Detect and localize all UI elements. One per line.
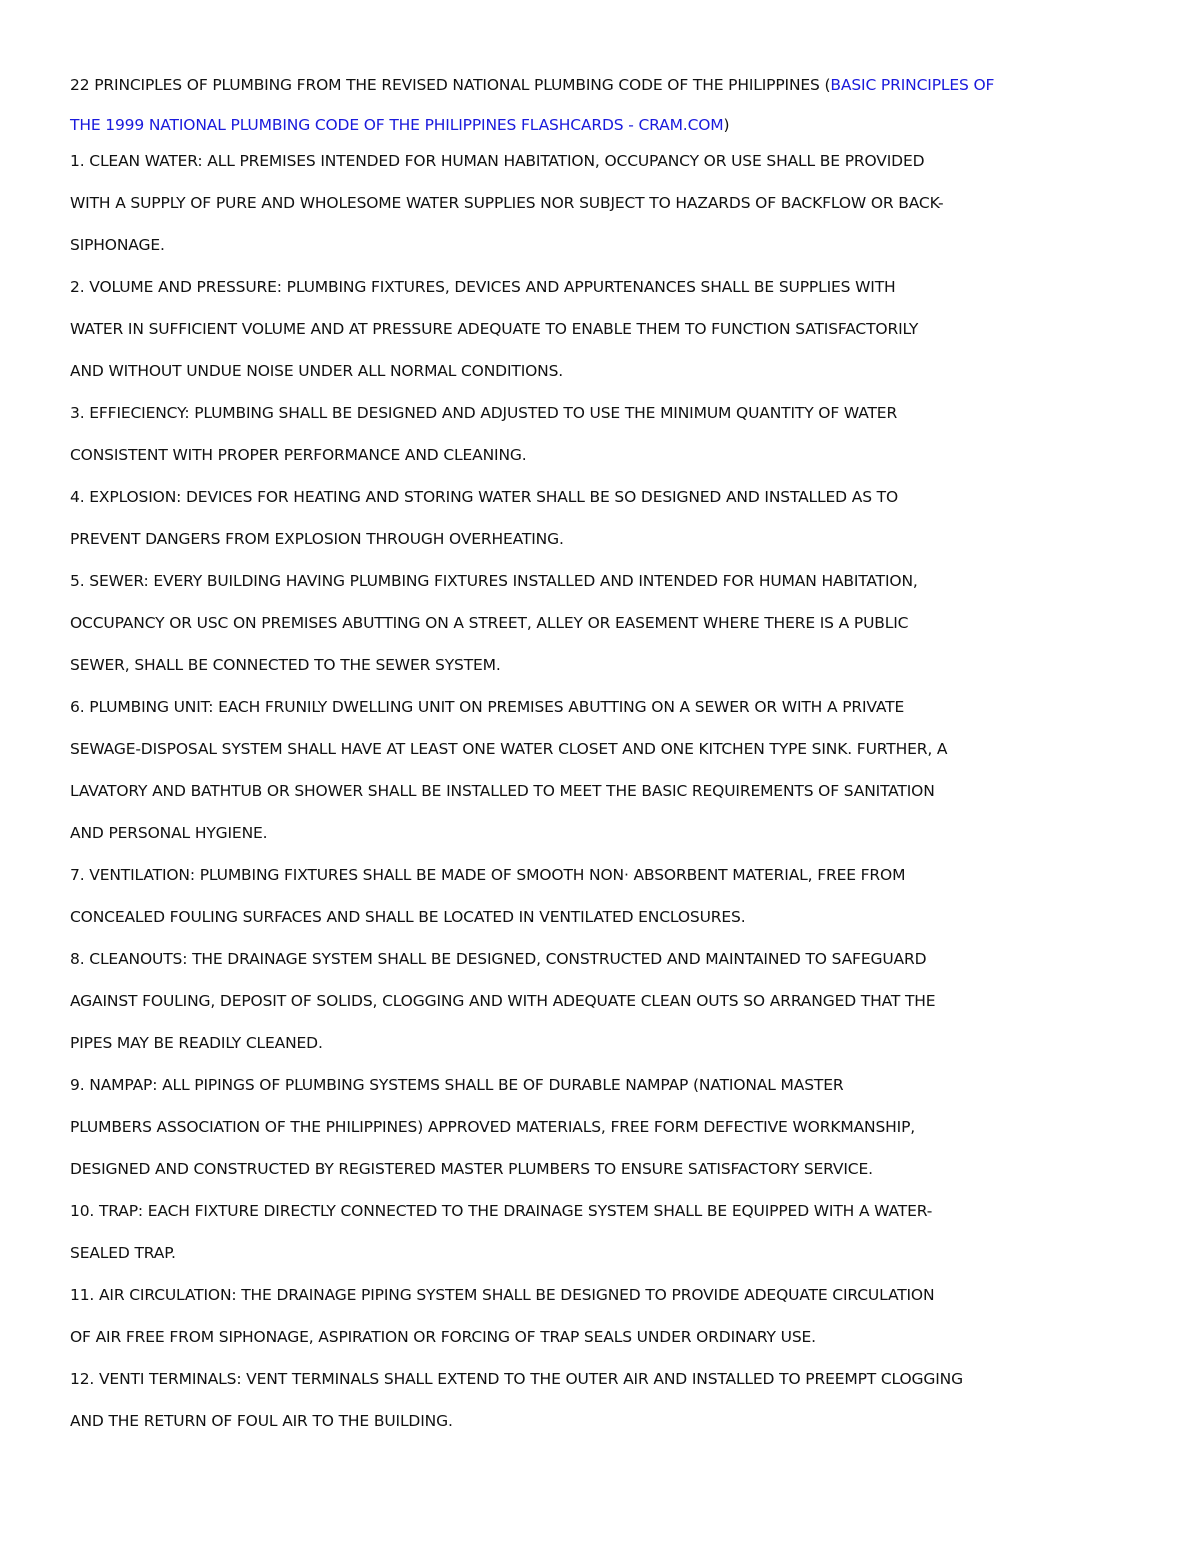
- principle-3: [70, 392, 1138, 476]
- principle-9: [70, 1064, 1138, 1190]
- principle-2: [70, 266, 1138, 392]
- principle-line: AND THE RETURN OF FOUL AIR TO THE BUILDING.: [70, 1412, 453, 1430]
- principle-line: 2. VOLUME AND PRESSURE: PLUMBING FIXTURES, DEVICES AND APPURTENANCES SHALL BE SUPPLIES WITH: [70, 278, 896, 296]
- principle-line: AND WITHOUT UNDUE NOISE UNDER ALL NORMAL CONDITIONS.: [70, 362, 564, 380]
- document-heading-continued: [70, 112, 1138, 139]
- principle-line: 10. TRAP: EACH FIXTURE DIRECTLY CONNECTED TO THE DRAINAGE SYSTEM SHALL BE EQUIPPED WITH A WATER-: [70, 1202, 933, 1220]
- document-heading: [70, 72, 1138, 99]
- principle-12: [70, 1358, 1138, 1442]
- principle-line: 4. EXPLOSION: DEVICES FOR HEATING AND STORING WATER SHALL BE SO DESIGNED AND INSTALLED AS TO: [70, 488, 899, 506]
- principle-line: PREVENT DANGERS FROM EXPLOSION THROUGH OVERHEATING.: [70, 530, 564, 548]
- source-link-part1[interactable]: BASIC PRINCIPLES OF: [830, 76, 995, 94]
- principle-line: 3. EFFIECIENCY: PLUMBING SHALL BE DESIGNED AND ADJUSTED TO USE THE MINIMUM QUANTITY OF WATER: [70, 404, 898, 422]
- principle-line: DESIGNED AND CONSTRUCTED BY REGISTERED MASTER PLUMBERS TO ENSURE SATISFACTORY SERVICE.: [70, 1160, 873, 1178]
- principle-line: 11. AIR CIRCULATION: THE DRAINAGE PIPING SYSTEM SHALL BE DESIGNED TO PROVIDE ADEQUATE CIRCULATION: [70, 1286, 935, 1304]
- principle-line: 9. NAMPAP: ALL PIPINGS OF PLUMBING SYSTEMS SHALL BE OF DURABLE NAMPAP (NATIONAL MASTER: [70, 1076, 844, 1094]
- principle-line: AND PERSONAL HYGIENE.: [70, 824, 268, 842]
- principles-list: [70, 140, 1138, 1442]
- document-page: [70, 72, 1138, 1442]
- principle-line: AGAINST FOULING, DEPOSIT OF SOLIDS, CLOGGING AND WITH ADEQUATE CLEAN OUTS SO ARRANGED THAT THE: [70, 992, 936, 1010]
- principle-line: 1. CLEAN WATER: ALL PREMISES INTENDED FOR HUMAN HABITATION, OCCUPANCY OR USE SHALL BE PROVIDED: [70, 152, 925, 170]
- principle-line: 6. PLUMBING UNIT: EACH FRUNILY DWELLING UNIT ON PREMISES ABUTTING ON A SEWER OR WITH A PRIVATE: [70, 698, 905, 716]
- heading-text: 22 PRINCIPLES OF PLUMBING FROM THE REVISED NATIONAL PLUMBING CODE OF THE PHILIPPINES (: [70, 76, 831, 94]
- principle-4: [70, 476, 1138, 560]
- principle-line: 5. SEWER: EVERY BUILDING HAVING PLUMBING FIXTURES INSTALLED AND INTENDED FOR HUMAN HABITATION,: [70, 572, 918, 590]
- principle-line: PIPES MAY BE READILY CLEANED.: [70, 1034, 323, 1052]
- principle-line: SIPHONAGE.: [70, 236, 165, 254]
- source-link-part2[interactable]: THE 1999 NATIONAL PLUMBING CODE OF THE PHILIPPINES FLASHCARDS - CRAM.COM: [70, 116, 724, 134]
- principle-11: [70, 1274, 1138, 1358]
- principle-line: SEWAGE-DISPOSAL SYSTEM SHALL HAVE AT LEAST ONE WATER CLOSET AND ONE KITCHEN TYPE SINK. FURTHER, A: [70, 740, 948, 758]
- principle-line: WITH A SUPPLY OF PURE AND WHOLESOME WATER SUPPLIES NOR SUBJECT TO HAZARDS OF BACKFLOW OR BACK-: [70, 194, 944, 212]
- principle-8: [70, 938, 1138, 1064]
- principle-line: WATER IN SUFFICIENT VOLUME AND AT PRESSURE ADEQUATE TO ENABLE THEM TO FUNCTION SATISFACTORILY: [70, 320, 919, 338]
- principle-line: CONSISTENT WITH PROPER PERFORMANCE AND CLEANING.: [70, 446, 527, 464]
- principle-5: [70, 560, 1138, 686]
- principle-line: OCCUPANCY OR USC ON PREMISES ABUTTING ON A STREET, ALLEY OR EASEMENT WHERE THERE IS A PUBLIC: [70, 614, 909, 632]
- heading-close: ): [723, 116, 730, 134]
- principle-7: [70, 854, 1138, 938]
- principle-line: SEALED TRAP.: [70, 1244, 176, 1262]
- principle-line: SEWER, SHALL BE CONNECTED TO THE SEWER SYSTEM.: [70, 656, 501, 674]
- principle-line: 7. VENTILATION: PLUMBING FIXTURES SHALL BE MADE OF SMOOTH NON· ABSORBENT MATERIAL, FREE FROM: [70, 866, 906, 884]
- principle-10: [70, 1190, 1138, 1274]
- principle-line: 12. VENTI TERMINALS: VENT TERMINALS SHALL EXTEND TO THE OUTER AIR AND INSTALLED TO PREEMPT CLOGGING: [70, 1370, 963, 1388]
- principle-line: CONCEALED FOULING SURFACES AND SHALL BE LOCATED IN VENTILATED ENCLOSURES.: [70, 908, 746, 926]
- principle-6: [70, 686, 1138, 854]
- principle-line: 8. CLEANOUTS: THE DRAINAGE SYSTEM SHALL BE DESIGNED, CONSTRUCTED AND MAINTAINED TO SAFEGUARD: [70, 950, 927, 968]
- principle-line: LAVATORY AND BATHTUB OR SHOWER SHALL BE INSTALLED TO MEET THE BASIC REQUIREMENTS OF SANITATION: [70, 782, 935, 800]
- principle-1: [70, 140, 1138, 266]
- principle-line: PLUMBERS ASSOCIATION OF THE PHILIPPINES) APPROVED MATERIALS, FREE FORM DEFECTIVE WORKMANSHIP,: [70, 1118, 916, 1136]
- principle-line: OF AIR FREE FROM SIPHONAGE, ASPIRATION OR FORCING OF TRAP SEALS UNDER ORDINARY USE.: [70, 1328, 816, 1346]
